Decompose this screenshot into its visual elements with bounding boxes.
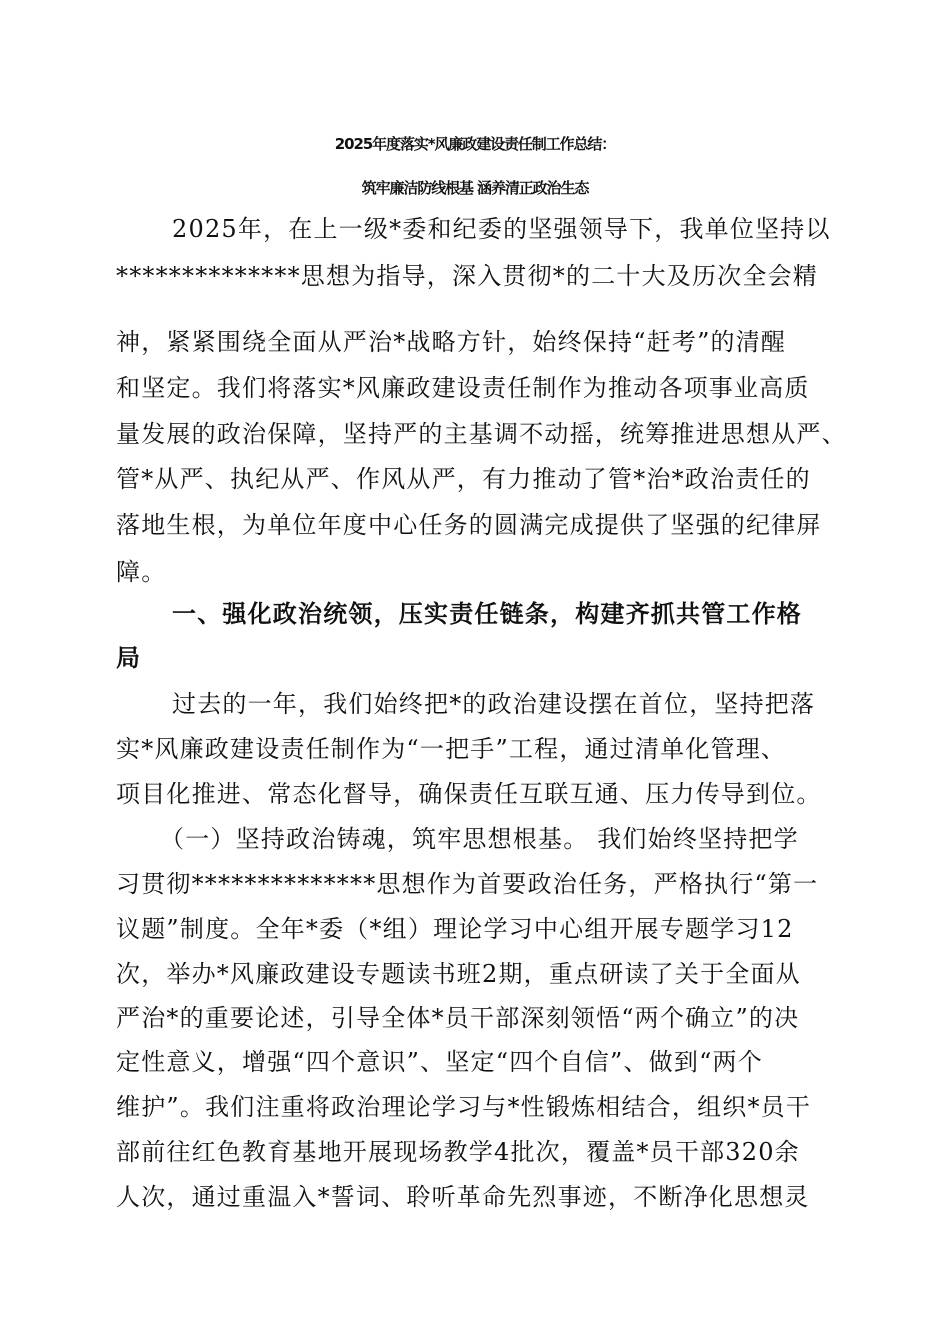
body-line: 议题”制度。全年*委（*组）理论学习中心组开展专题学习12 xyxy=(116,915,794,943)
body-line: 部前往红色教育基地开展现场教学4批次，覆盖*员干部320余 xyxy=(116,1138,800,1166)
body-line: 神，紧紧围绕全面从严治*战略方针，始终保持“赶考”的清醒 xyxy=(116,328,787,356)
body-line: 管*从严、执纪从严、作风从严，有力推动了管*治*政治责任的 xyxy=(116,465,811,493)
body-line: 过去的一年，我们始终把*的政治建设摆在首位，坚持把落 xyxy=(172,690,816,718)
body-line: 严治*的重要论述，引导全体*员干部深刻领悟“两个确立”的决 xyxy=(116,1004,800,1032)
body-line: 落地生根，为单位年度中心任务的圆满完成提供了坚强的纪律屏 xyxy=(116,511,822,539)
body-line: 维护”。我们注重将政治理论学习与*性锻炼相结合，组织*员干 xyxy=(116,1093,812,1121)
document-title-line-2: 筑牢廉洁防线根基 涵养清正政治生态 xyxy=(361,179,589,197)
body-line: 实*风廉政建设责任制作为“一把手”工程，通过清单化管理、 xyxy=(116,735,787,763)
section-heading-line: 局 xyxy=(116,644,142,672)
body-line: **************思想为指导，深入贯彻*的二十大及历次全会精 xyxy=(116,262,818,290)
body-line: 项目化推进、常态化督导，确保责任互联互通、压力传导到位。 xyxy=(116,780,822,808)
section-heading-line: 一、强化政治统领，压实责任链条，构建齐抓共管工作格 xyxy=(172,600,802,628)
body-line: 次，举办*风廉政建设专题读书班2期，重点研读了关于全面从 xyxy=(116,960,801,988)
body-line: 量发展的政治保障，坚持严的主基调不动摇，统筹推进思想从严、 xyxy=(116,420,847,448)
document-title-line-1: 2025年度落实*风廉政建设责任制工作总结： xyxy=(334,135,616,153)
body-line: 障。 xyxy=(116,558,167,586)
body-line: 2025年，在上一级*委和纪委的坚强领导下，我单位坚持以 xyxy=(172,215,831,243)
body-line: 定性意义，增强“四个意识”、坚定“四个自信”、做到“两个 xyxy=(116,1048,763,1076)
body-line: 习贯彻**************思想作为首要政治任务，严格执行“第一 xyxy=(116,870,819,898)
body-line: 和坚定。我们将落实*风廉政建设责任制作为推动各项事业高质 xyxy=(116,374,810,402)
body-line: （一）坚持政治铸魂，筑牢思想根基。 我们始终坚持把学 xyxy=(160,825,799,853)
body-line: 人次，通过重温入*誓词、聆听革命先烈事迹，不断净化思想灵 xyxy=(116,1183,810,1211)
